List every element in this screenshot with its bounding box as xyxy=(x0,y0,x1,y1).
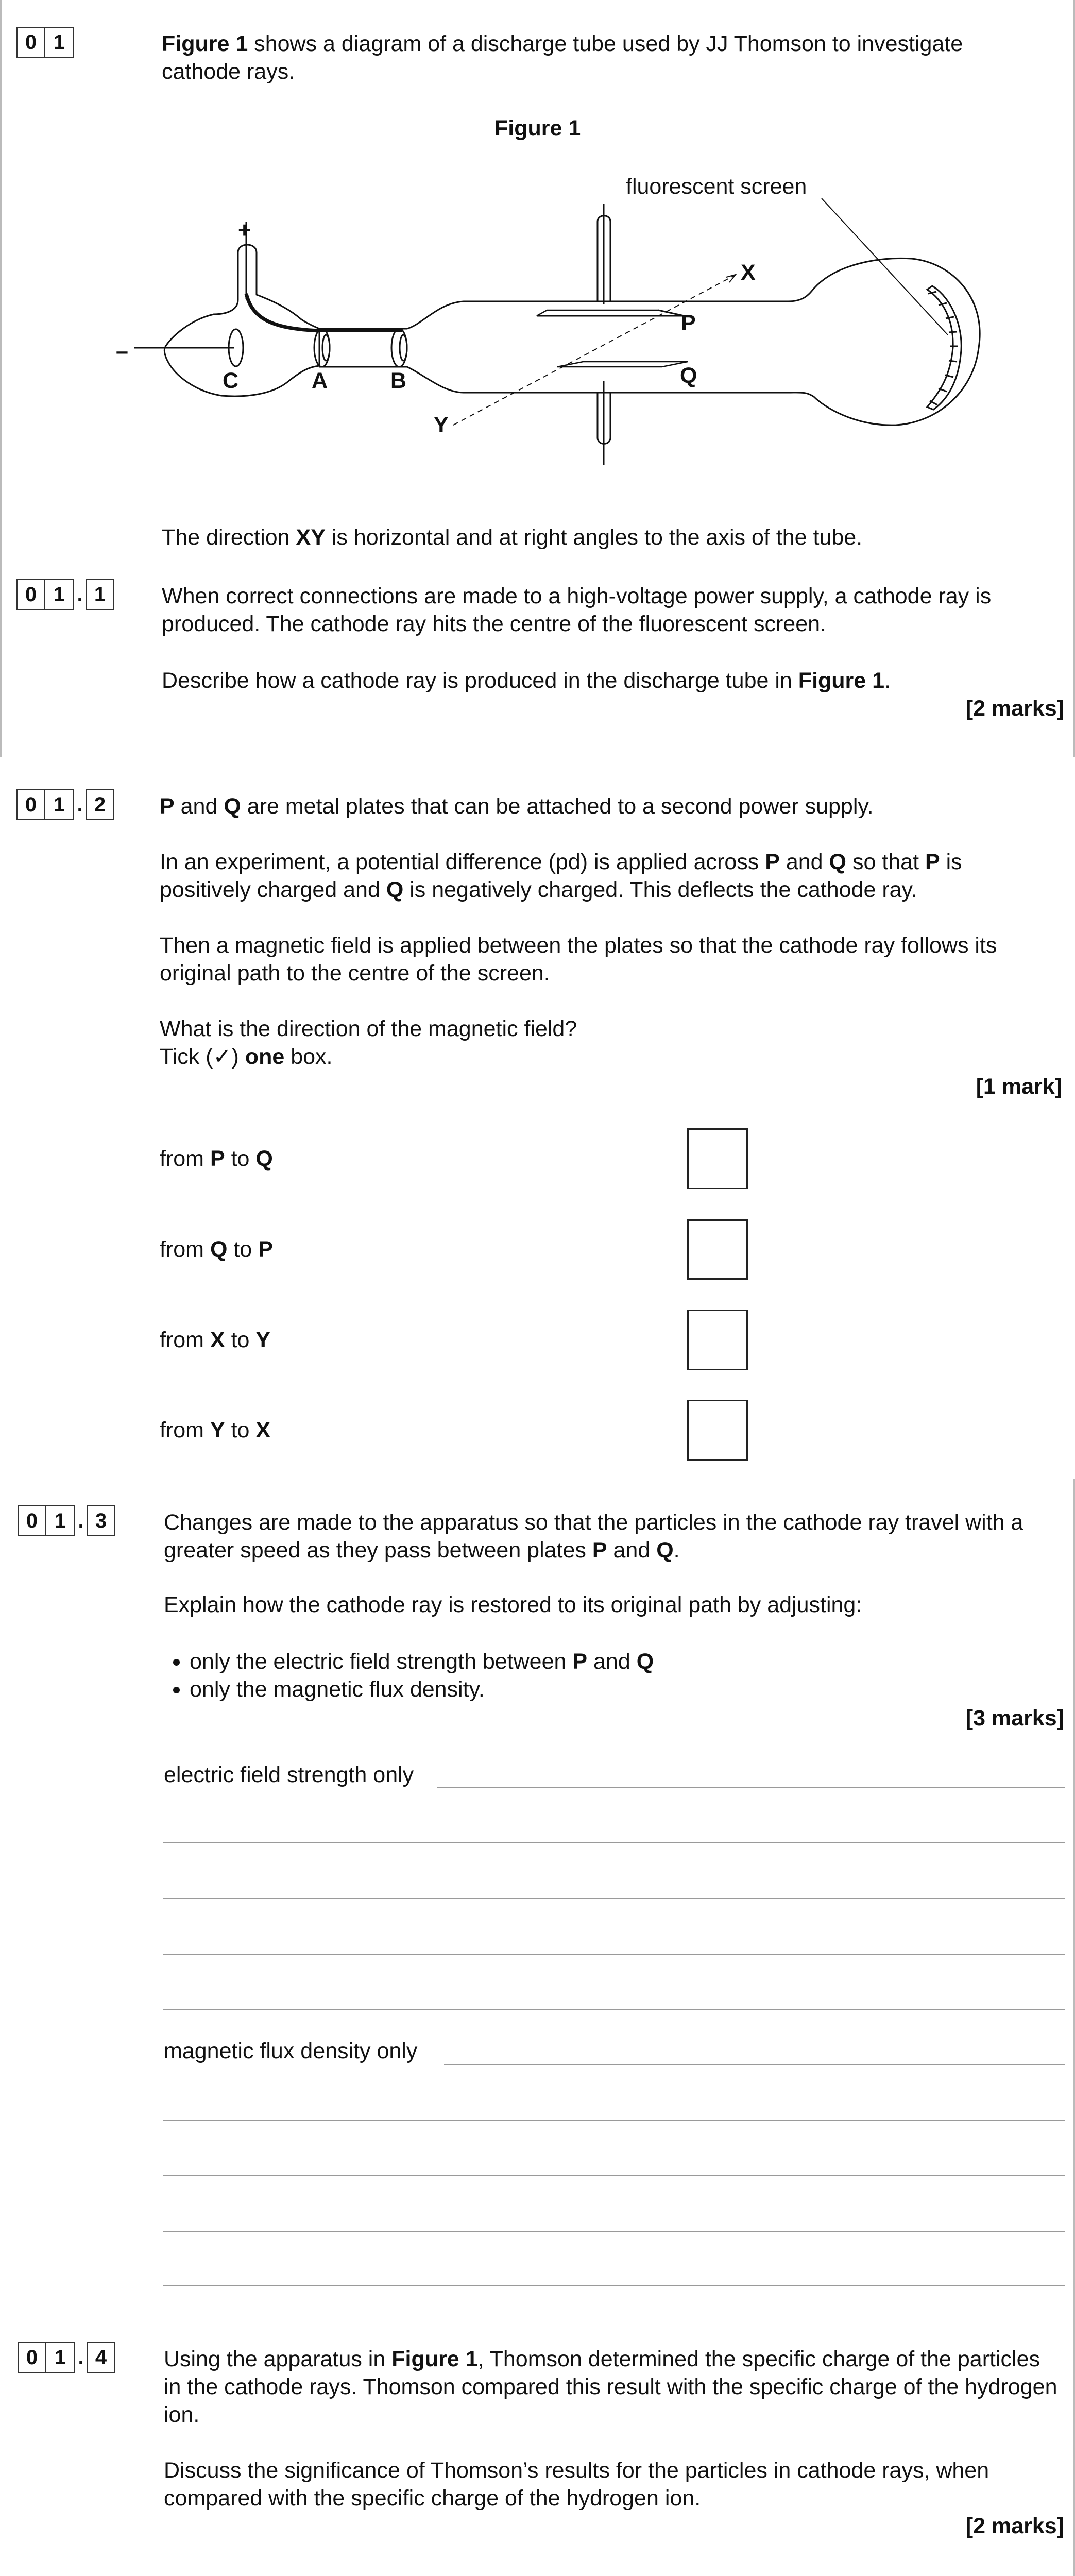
tick-box-q-to-p[interactable] xyxy=(687,1219,748,1280)
cathode-bulb xyxy=(164,245,319,396)
direction-statement: The direction XY is horizontal and at right angles to the axis of the tube. xyxy=(162,525,863,550)
q012-intro: P and Q are metal plates that can be attached to a second power supply. xyxy=(160,794,874,819)
q014-marks: [2 marks] xyxy=(965,2514,1064,2538)
label-B: B xyxy=(390,368,407,393)
question-number-01-2: 0 1 . 2 xyxy=(16,789,114,820)
fluorescent-screen-label: fluorescent screen xyxy=(626,174,807,199)
answer-line[interactable] xyxy=(444,2064,1065,2065)
q013-bullets xyxy=(164,1648,1039,1703)
label-A: A xyxy=(312,368,328,393)
answer-line[interactable] xyxy=(163,1842,1065,1843)
electric-field-label: electric field strength only xyxy=(164,1762,414,1787)
cathode-minus-label: – xyxy=(116,339,128,364)
option-x-to-y: from X to Y xyxy=(160,1328,271,1352)
anode-plus-label: + xyxy=(238,218,251,243)
bullet-magnetic: • only the magnetic flux density. xyxy=(190,1675,1039,1703)
q012-magnetic-field: Then a magnetic field is applied between the plates so that the cathode ray follows its original path to the centre of the screen. xyxy=(160,933,997,986)
q012-marks: [1 mark] xyxy=(976,1074,1062,1099)
anode-lead xyxy=(246,294,319,331)
q012-question: What is the direction of the magnetic field? Tick (✓) one box. xyxy=(160,1016,577,1069)
magnetic-flux-label: magnetic flux density only xyxy=(164,2039,418,2063)
main-tube xyxy=(407,258,980,425)
answer-line[interactable] xyxy=(163,1898,1065,1899)
left-margin-line-top xyxy=(0,0,2,757)
answer-line[interactable] xyxy=(163,2120,1065,2121)
label-P: P xyxy=(681,311,696,335)
q011-question: Describe how a cathode ray is produced in the discharge tube in Figure 1. xyxy=(162,668,891,693)
answer-line[interactable] xyxy=(437,1787,1065,1788)
figure-title: Figure 1 xyxy=(494,116,581,141)
tick-box-x-to-y[interactable] xyxy=(687,1310,748,1370)
q013-marks: [3 marks] xyxy=(965,1706,1064,1731)
question-number-01-1: 0 1 . 1 xyxy=(16,579,114,610)
answer-line[interactable] xyxy=(163,2009,1065,2010)
q011-marks: [2 marks] xyxy=(965,696,1064,721)
answer-line[interactable] xyxy=(163,1954,1065,1955)
question-number-01 xyxy=(16,27,74,58)
intro-text: shows a diagram of a discharge tube used by JJ Thomson to investigate cathode rays. xyxy=(162,31,963,84)
label-C: C xyxy=(223,368,239,393)
q014-question: Discuss the significance of Thomson’s results for the particles in cathode rays, when compared with the specific charge of the hydrogen ion. xyxy=(164,2458,989,2511)
plate-Q xyxy=(557,362,688,367)
answer-line[interactable] xyxy=(163,2175,1065,2176)
q011-context: When correct connections are made to a high-voltage power supply, a cathode ray is produced. The cathode ray hits the centre of the fluorescent screen. xyxy=(162,584,992,636)
discharge-tube-diagram xyxy=(103,165,989,484)
option-p-to-q: from P to Q xyxy=(160,1146,273,1171)
question-number-01-3: 0 1 . 3 xyxy=(18,1505,115,1536)
answer-line[interactable] xyxy=(163,2285,1065,2286)
label-X: X xyxy=(741,260,756,285)
option-y-to-x: from Y to X xyxy=(160,1418,271,1443)
tick-box-p-to-q[interactable] xyxy=(687,1128,748,1189)
direction-XY-line xyxy=(453,276,734,425)
q013-context: Changes are made to the apparatus so that the particles in the cathode ray travel with a greater speed as they pass between plates P and Q. xyxy=(164,1510,1023,1563)
answer-line[interactable] xyxy=(163,2231,1065,2232)
q01-intro xyxy=(162,30,1037,86)
screen-pointer xyxy=(822,198,948,335)
q012-experiment: In an experiment, a potential difference (pd) is applied across P and Q so that P is positively charged and Q is negatively charged. This deflects the cathode ray. xyxy=(160,850,962,902)
q014-context: Using the apparatus in Figure 1, Thomson determined the specific charge of the particles in the cathode rays. Thomson compared this result with the specific charge of the hydrogen ion. xyxy=(164,2347,1057,2427)
bullet-electric: • only the electric field strength between P and Q xyxy=(190,1648,1039,1675)
label-Q: Q xyxy=(680,363,697,388)
q013-question: Explain how the cathode ray is restored to its original path by adjusting: xyxy=(164,1592,862,1617)
number-digit: 0 xyxy=(16,27,45,58)
question-number-01-4: 0 1 . 4 xyxy=(18,2342,115,2373)
figure-ref: Figure 1 xyxy=(162,31,248,56)
tick-box-y-to-x[interactable] xyxy=(687,1400,748,1461)
option-q-to-p: from Q to P xyxy=(160,1237,273,1262)
number-digit: 1 xyxy=(45,27,74,58)
label-Y: Y xyxy=(434,413,449,437)
